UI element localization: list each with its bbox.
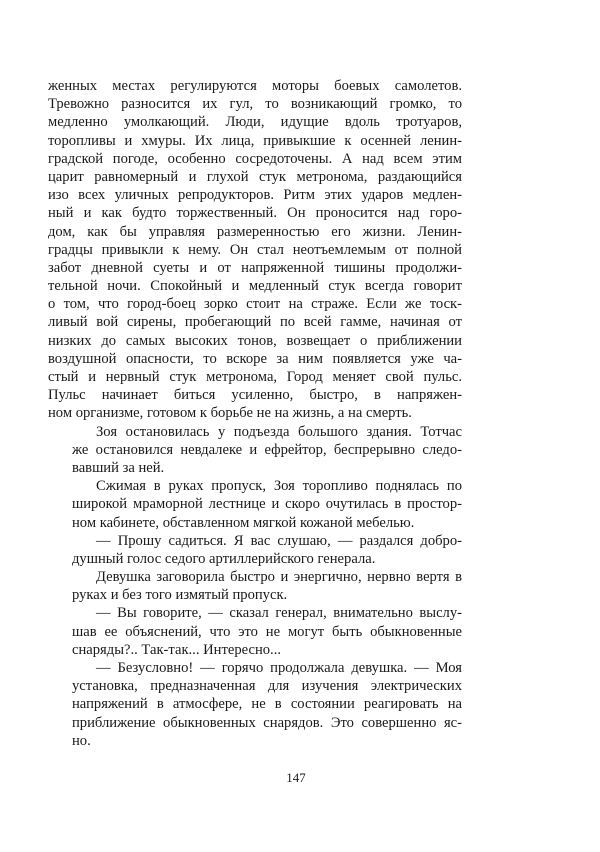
text-line: градской погоде, особенно сосредоточены. А над всем этим (48, 150, 462, 167)
text-line: низких до самых высоких тонов, возвещает о приближении (48, 332, 462, 349)
text-line: вавший за ней. (72, 459, 165, 476)
text-line: душный голос седого артиллерийского генерала. (72, 550, 376, 567)
text-line: медленно умолкающий. Люди, идущие вдоль тротуаров, (48, 114, 462, 131)
text-line: Сжимая в руках пропуск, Зоя торопливо поднялась по (96, 478, 462, 495)
text-line: Тревожно разносится их гул, то возникающий громко, то (48, 96, 462, 113)
text-line: тельной ночи. Спокойный и медленный стук всегда говорит (48, 278, 462, 295)
text-line: приближение обыкновенных снарядов. Это совершенно яс- (72, 714, 462, 731)
paragraph (48, 77, 462, 423)
text-line: Пульс начинает биться усиленно, быстро, в напряжен- (48, 387, 462, 404)
text-line: о том, что город-боец зорко стоит на страже. Если же тоск- (48, 296, 462, 313)
text-line: широкой мраморной лестнице и скоро очутилась в простор- (72, 496, 462, 513)
text-line: Девушка заговорила быстро и энергично, нервно вертя в (96, 569, 462, 586)
text-line: изо всех уличных репродукторов. Ритм этих ударов медлен- (48, 187, 462, 204)
text-line: воздушной опасности, то вскоре за ним появляется уже ча- (48, 350, 462, 367)
text-line: — Прошу садиться. Я вас слушаю, — раздался добро- (96, 532, 462, 549)
paragraph (48, 604, 462, 659)
text-line: торопливы и хмуры. Их лица, привыкшие к осенней ленин- (48, 132, 462, 149)
text-line: — Безусловно! — горячо продолжала девушка. — Моя (96, 660, 462, 676)
paragraph (48, 568, 462, 604)
text-line: стый и нервный стук метронома, Город меняет свой пульс. (48, 369, 462, 385)
text-line: установка, предназначенная для изучения электрических (72, 678, 462, 695)
text-line: же остановился невдалеке и ефрейтор, беспрерывно следо- (72, 441, 462, 458)
paragraph (48, 423, 462, 478)
text-line: руках и без того измятый пропуск. (72, 587, 288, 604)
text-line: ном организме, готовом к борьбе не на жизнь, а на смерть. (48, 405, 412, 422)
text-line: градцы привыкли к нему. Он стал неотъемлемым от полной (48, 241, 462, 258)
paragraph (48, 659, 462, 750)
text-line: Зоя остановилась у подъезда большого здания. Тотчас (96, 423, 462, 440)
paragraph (48, 532, 462, 568)
text-line: ном кабинете, обставленном мягкой кожаной мебелью. (72, 514, 415, 531)
text-line: снаряды?.. Так-так... Интересно... (72, 641, 281, 658)
text-line: ливый вой сирены, пробегающий по всей гамме, начиная от (48, 314, 462, 331)
text-line: шав ее объяснений, что это не могут быть обыкновенные (72, 623, 462, 640)
text-line: но. (72, 732, 91, 749)
text-line: царит равномерный и глухой стук метронома, раздающийся (48, 168, 462, 185)
text-line: дом, как бы управляя размеренностью его жизни. Ленин- (48, 223, 462, 240)
body-text (48, 77, 462, 750)
text-line: забот дневной суеты и от напряженной тишины продолжи- (48, 259, 462, 276)
text-line: женных местах регулируются моторы боевых самолетов. (48, 78, 462, 94)
page-number: 147 (286, 770, 306, 785)
paragraph (48, 477, 462, 532)
text-line: напряжений в атмосфере, не в состоянии реагировать на (72, 696, 462, 713)
text-line: — Вы говорите, — сказал генерал, внимательно выслу- (96, 605, 462, 622)
text-line: ный и как будто торжественный. Он проносится над горо- (48, 205, 462, 222)
